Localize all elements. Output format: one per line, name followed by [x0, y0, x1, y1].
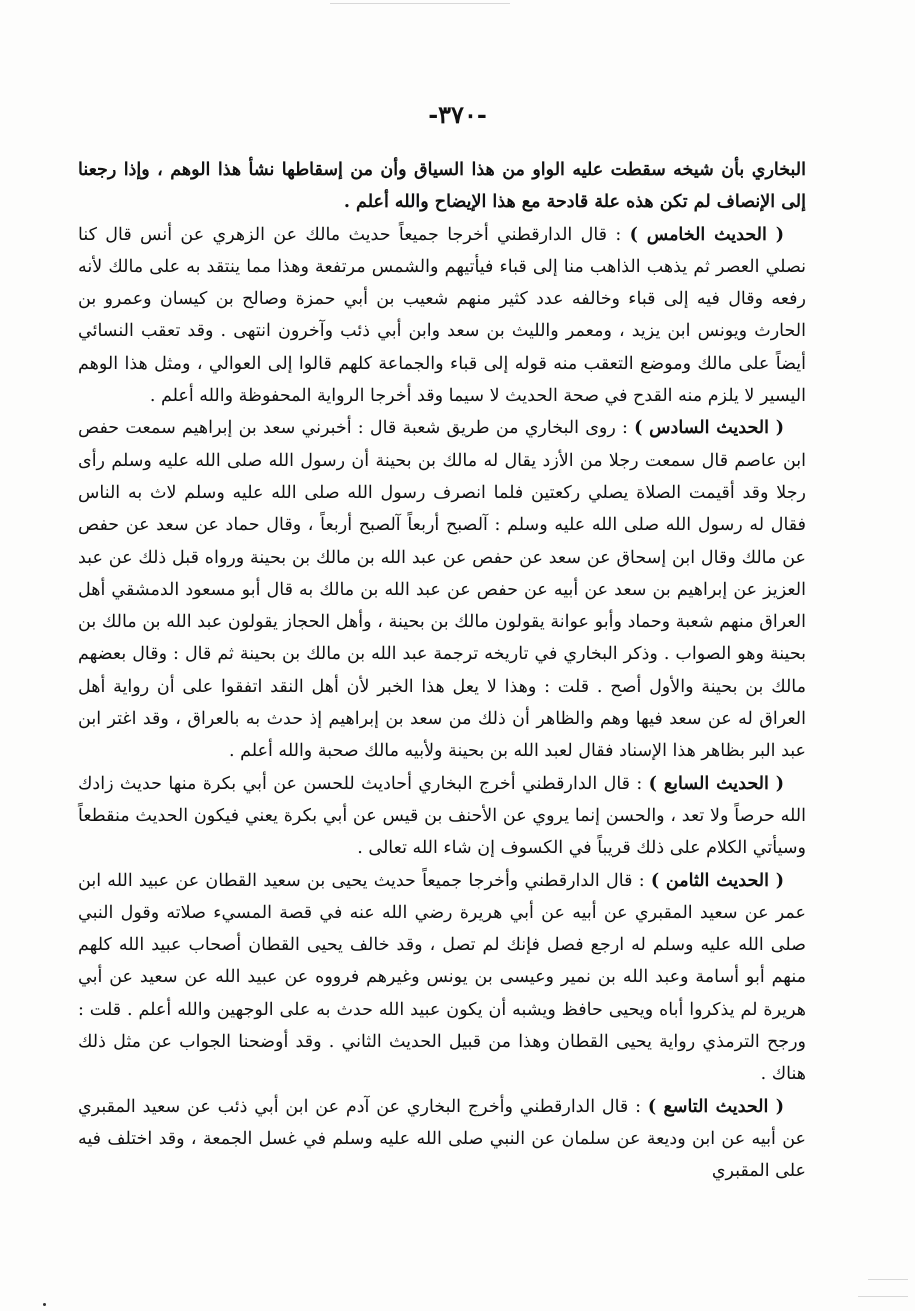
paragraph-2-text: : قال الدارقطني أخرجا جميعاً حديث مالك عن الزهري عن أنس قال كنا نصلي العصر ثم يذهب الذاهب منا إلى قباء فيأتيهم والشمس مرتفعة وهذا مما ينتقد به على مالك لأنه رفعه وقال فيه إلى قباء وخالفه عدد كثير منهم شعيب بن أبي حمزة وصالح بن كيسان وعمرو بن الحارث ويونس ابن يزيد ، ومعمر والليث بن سعد وابن أبي ذئب وآخرون انتهى . وقد تعقب النسائي أيضاً على مالك وموضع التعقب منه قوله إلى قباء والجماعة كلهم قالوا إلى العوالي ، ومثل هذا الوهم اليسير لا يلزم منه القدح في صحة الحديث لا سيما وقد أخرجا الرواية المحفوظة والله أعلم . — [78, 224, 806, 407]
page-number: -٣٧٠- — [428, 100, 487, 129]
scan-artifact-line-bottom-1 — [868, 1279, 908, 1280]
paragraph-5-text: : قال الدارقطني وأخرجا جميعاً حديث يحيى بن سعيد القطان عن عبيد الله ابن عمر عن سعيد المقبري عن أبيه عن أبي هريرة رضي الله عنه في قصة المسيء صلاته وقول النبي صلى الله عليه وسلم له ارجع فصل فإنك لم تصل ، وقد خالف يحيى القطان أصحاب عبيد الله كلهم منهم أبو أسامة وعبد الله بن نمير وعيسى بن يونس وغيرهم فرووه عن عبيد الله عن سعيد عن أبي هريرة لم يذكروا أباه ويحيى حافظ ويشبه أن يكون عبيد الله حدث به على الوجهين والله أعلم . قلت : ورجح الترمذي رواية يحيى القطان وهذا من قبيل الحديث الثاني . وقد أوضحنا الجواب عن مثل ذلك هناك . — [78, 870, 806, 1085]
scan-artifact-dot — [43, 1303, 46, 1306]
scan-artifact-line-top — [330, 3, 510, 4]
scan-artifact-line-bottom-2 — [858, 1296, 908, 1297]
paragraph-3-text: : روى البخاري من طريق شعبة قال : أخبرني سعد بن إبراهيم سمعت حفص ابن عاصم قال سمعت رجلا من الأزد يقال له مالك بن بحينة أن رسول الله صلى الله عليه وسلم رأى رجلا وقد أقيمت الصلاة يصلي ركعتين فلما انصرف رسول الله صلى الله عليه وسلم لاث به الناس فقال له رسول الله صلى الله عليه وسلم : آلصبح أربعاً آلصبح أربعاً ، وقال حماد عن سعد عن حفص عن مالك وقال ابن إسحاق عن سعد عن حفص عن عبد الله بن مالك بن بحينة ورواه قبل ذلك عن عبد العزيز عن إبراهيم بن سعد عن أبيه عن حفص عن عبد الله بن مالك به قال أبو مسعود الدمشقي أهل العراق منهم شعبة وحماد وأبو عوانة يقولون مالك بن بحينة ، وأهل الحجاز يقولون عبد الله بن مالك بن بحينة وهو الصواب . وذكر البخاري في تاريخه ترجمة عبد الله بن مالك بن بحينة ثم قال : وقال بعضهم مالك بن بحينة والأول أصح . قلت : وهذا لا يعل هذا الخبر لأن أهل النقد اتفقوا على أن رواية أهل العراق له عن سعد فيها وهم والظاهر أن ذلك من سعد بن إبراهيم إذ حدث به بالعراق ، وقد اغتر ابن عبد البر بظاهر هذا الإسناد فقال لعبد الله بن بحينة ولأبيه مالك صحبة والله أعلم . — [78, 418, 806, 762]
paragraph-3-heading: ( الحديث السادس ) — [634, 418, 784, 439]
paragraph-4-text: : قال الدارقطني أخرج البخاري أحاديث للحسن عن أبي بكرة منها حديث زادك الله حرصاً ولا تعد ، والحسن إنما يروي عن الأحنف بن قيس عن أبي بكرة يعني فيكون الحديث منقطعاً وسيأتي الكلام على ذلك قريباً في الكسوف إن شاء الله تعالى . — [78, 773, 806, 859]
paragraph-2 — [78, 219, 806, 413]
paragraph-3 — [78, 412, 806, 767]
paragraph-5 — [78, 865, 806, 1091]
paragraph-1-bold-text: البخاري بأن شيخه سقطت عليه الواو من هذا السياق وأن من إسقاطها نشأ هذا الوهم ، وإذا رجعنا إلى الإنصاف لم تكن هذه علة قادحة مع هذا الإيضاح والله أعلم . — [78, 160, 806, 213]
paragraph-6-heading: ( الحديث التاسع ) — [647, 1096, 784, 1117]
paragraph-6-text: : قال الدارقطني وأخرج البخاري عن آدم عن ابن أبي ذئب عن سعيد المقبري عن أبيه عن ابن وديعة عن سلمان عن النبي صلى الله عليه وسلم في غسل الجمعة ، وقد اختلف فيه على المقبري — [78, 1096, 806, 1182]
paragraph-4-heading: ( الحديث السابع ) — [648, 773, 785, 794]
paragraph-5-heading: ( الحديث الثامن ) — [650, 870, 784, 891]
paragraph-4 — [78, 768, 806, 865]
paragraph-1 — [78, 154, 806, 219]
paragraph-6 — [78, 1091, 806, 1188]
paragraph-2-heading: ( الحديث الخامس ) — [629, 224, 784, 245]
body-text — [78, 154, 806, 1188]
